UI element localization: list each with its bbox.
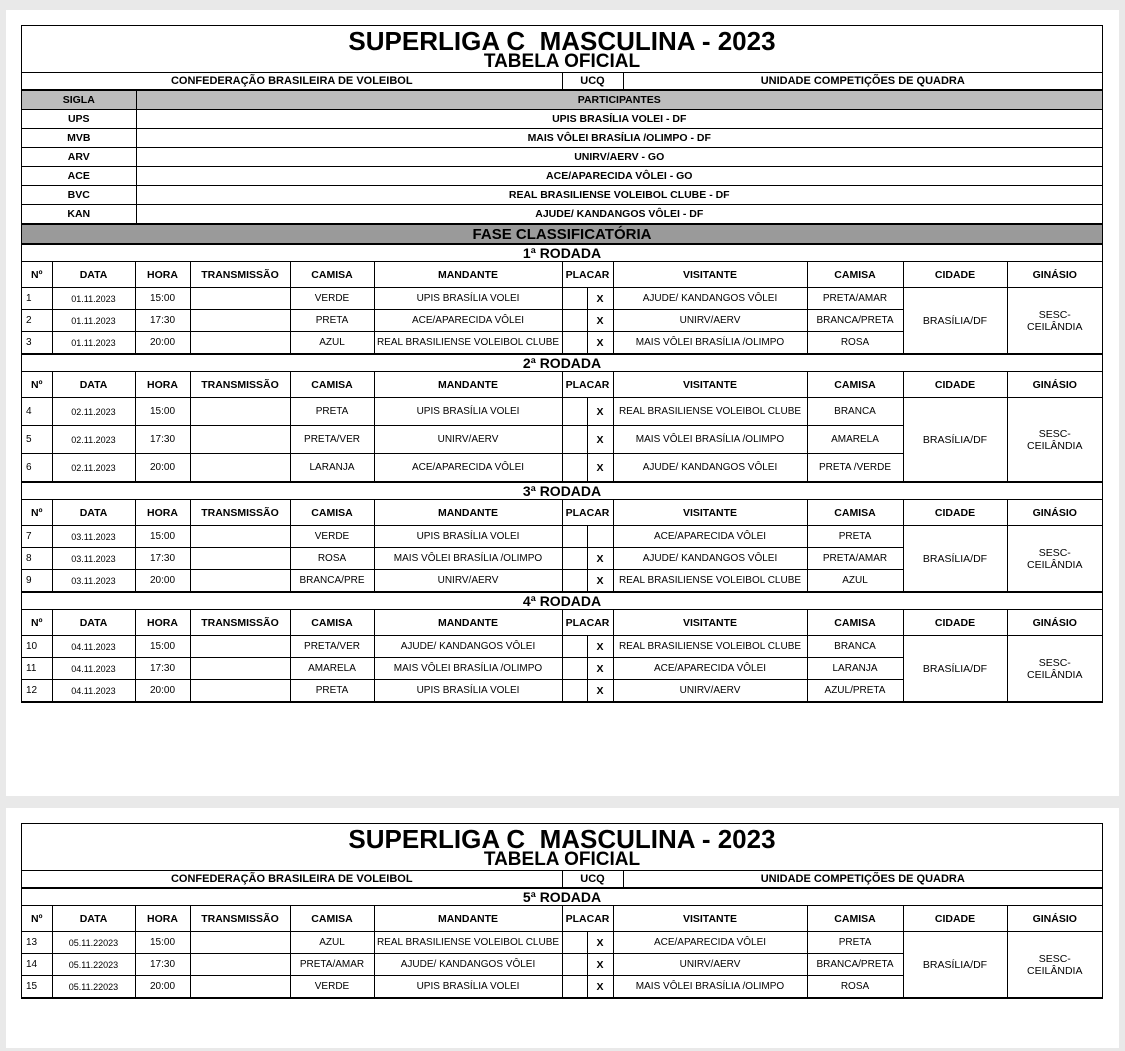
game-home-team: MAIS VÔLEI BRASÍLIA /OLIMPO	[374, 658, 562, 680]
game-away-team: REAL BRASILIENSE VOLEIBOL CLUBE	[613, 398, 807, 426]
game-time: 17:30	[135, 548, 190, 570]
rounds-page-2	[22, 888, 1102, 998]
game-number: 9	[22, 570, 52, 592]
game-score-home	[562, 526, 587, 548]
game-date: 02.11.2023	[52, 398, 135, 426]
game-shirt-home: PRETA	[290, 310, 374, 332]
participant-name: REAL BRASILIENSE VOLEIBOL CLUBE - DF	[136, 186, 1102, 205]
col-shirt-away: CAMISA	[807, 500, 903, 526]
col-time: HORA	[135, 372, 190, 398]
game-shirt-home: PRETA	[290, 398, 374, 426]
game-row	[22, 636, 1102, 658]
col-num: Nº	[22, 372, 52, 398]
title-cell	[22, 26, 1102, 73]
round-block	[22, 354, 1102, 482]
game-shirt-home: BRANCA/PRE	[290, 570, 374, 592]
col-gym: GINÁSIO	[1007, 372, 1102, 398]
game-tv	[190, 526, 290, 548]
game-score-home	[562, 426, 587, 454]
participants-header: PARTICIPANTES	[136, 91, 1102, 110]
game-city: BRASÍLIA/DF	[903, 526, 1007, 592]
game-number: 7	[22, 526, 52, 548]
game-date: 03.11.2023	[52, 526, 135, 548]
col-time: HORA	[135, 262, 190, 288]
game-date: 04.11.2023	[52, 636, 135, 658]
game-score-x: X	[587, 658, 613, 680]
sigla-header: SIGLA	[22, 91, 136, 110]
col-home: MANDANTE	[374, 372, 562, 398]
game-date: 04.11.2023	[52, 680, 135, 702]
game-number: 12	[22, 680, 52, 702]
col-away: VISITANTE	[613, 372, 807, 398]
game-shirt-home: AMARELA	[290, 658, 374, 680]
col-num: Nº	[22, 500, 52, 526]
round-block	[22, 592, 1102, 702]
col-date: DATA	[52, 610, 135, 636]
participant-row	[22, 148, 1102, 167]
game-away-team: UNIRV/AERV	[613, 310, 807, 332]
game-away-team: AJUDE/ KANDANGOS VÔLEI	[613, 288, 807, 310]
game-time: 15:00	[135, 526, 190, 548]
sheet-page-1	[6, 10, 1119, 796]
col-tv: TRANSMISSÃO	[190, 500, 290, 526]
round-table	[22, 244, 1102, 354]
game-row	[22, 398, 1102, 426]
col-shirt: CAMISA	[290, 372, 374, 398]
col-date: DATA	[52, 372, 135, 398]
participant-sigla: BVC	[22, 186, 136, 205]
game-shirt-away: PRETA/AMAR	[807, 288, 903, 310]
game-away-team: REAL BRASILIENSE VOLEIBOL CLUBE	[613, 636, 807, 658]
game-score-x: X	[587, 548, 613, 570]
game-row	[22, 526, 1102, 548]
game-away-team: AJUDE/ KANDANGOS VÔLEI	[613, 454, 807, 482]
col-score: PLACAR	[562, 262, 613, 288]
col-home: MANDANTE	[374, 262, 562, 288]
unit-name: UNIDADE COMPETIÇÕES DE QUADRA	[623, 73, 1102, 90]
col-gym: GINÁSIO	[1007, 500, 1102, 526]
participant-sigla: UPS	[22, 110, 136, 129]
col-num: Nº	[22, 906, 52, 932]
col-home: MANDANTE	[374, 906, 562, 932]
game-score-home	[562, 636, 587, 658]
game-number: 10	[22, 636, 52, 658]
game-time: 17:30	[135, 426, 190, 454]
game-number: 2	[22, 310, 52, 332]
game-time: 20:00	[135, 976, 190, 998]
game-score-x: X	[587, 454, 613, 482]
phase-title: FASE CLASSIFICATÓRIA	[22, 225, 1102, 244]
game-score-home	[562, 954, 587, 976]
game-tv	[190, 954, 290, 976]
round-title: 1ª RODADA	[22, 245, 1102, 262]
col-time: HORA	[135, 906, 190, 932]
game-tv	[190, 570, 290, 592]
participant-row	[22, 167, 1102, 186]
participants-body	[22, 110, 1102, 224]
game-home-team: UPIS BRASÍLIA VOLEI	[374, 526, 562, 548]
game-time: 20:00	[135, 570, 190, 592]
game-tv	[190, 288, 290, 310]
game-time: 17:30	[135, 310, 190, 332]
col-shirt: CAMISA	[290, 500, 374, 526]
game-home-team: UPIS BRASÍLIA VOLEI	[374, 398, 562, 426]
game-shirt-home: VERDE	[290, 526, 374, 548]
document-header-page-2	[22, 824, 1102, 888]
col-shirt-away: CAMISA	[807, 372, 903, 398]
col-tv: TRANSMISSÃO	[190, 610, 290, 636]
participant-name: UNIRV/AERV - GO	[136, 148, 1102, 167]
participant-row	[22, 129, 1102, 148]
game-date: 01.11.2023	[52, 310, 135, 332]
game-time: 20:00	[135, 680, 190, 702]
game-shirt-away: ROSA	[807, 976, 903, 998]
game-shirt-away: PRETA	[807, 526, 903, 548]
round-block	[22, 244, 1102, 354]
game-tv	[190, 454, 290, 482]
col-gym: GINÁSIO	[1007, 610, 1102, 636]
unit-abbr: UCQ	[562, 871, 623, 888]
game-shirt-home: AZUL	[290, 332, 374, 354]
game-score-home	[562, 570, 587, 592]
game-number: 1	[22, 288, 52, 310]
game-date: 05.11.22023	[52, 932, 135, 954]
game-home-team: MAIS VÔLEI BRASÍLIA /OLIMPO	[374, 548, 562, 570]
col-away: VISITANTE	[613, 906, 807, 932]
game-time: 17:30	[135, 954, 190, 976]
game-home-team: UPIS BRASÍLIA VOLEI	[374, 976, 562, 998]
game-city: BRASÍLIA/DF	[903, 398, 1007, 482]
participant-sigla: ARV	[22, 148, 136, 167]
game-tv	[190, 932, 290, 954]
game-away-team: AJUDE/ KANDANGOS VÔLEI	[613, 548, 807, 570]
game-tv	[190, 398, 290, 426]
game-home-team: REAL BRASILIENSE VOLEIBOL CLUBE	[374, 932, 562, 954]
game-score-x: X	[587, 680, 613, 702]
game-city: BRASÍLIA/DF	[903, 288, 1007, 354]
game-time: 15:00	[135, 288, 190, 310]
game-date: 01.11.2023	[52, 288, 135, 310]
game-number: 15	[22, 976, 52, 998]
participant-name: AJUDE/ KANDANGOS VÔLEI - DF	[136, 205, 1102, 224]
game-score-home	[562, 288, 587, 310]
game-tv	[190, 426, 290, 454]
game-shirt-away: ROSA	[807, 332, 903, 354]
game-tv	[190, 680, 290, 702]
col-city: CIDADE	[903, 262, 1007, 288]
game-shirt-home: AZUL	[290, 932, 374, 954]
game-date: 04.11.2023	[52, 658, 135, 680]
game-away-team: ACE/APARECIDA VÔLEI	[613, 658, 807, 680]
game-date: 03.11.2023	[52, 548, 135, 570]
game-row	[22, 932, 1102, 954]
game-score-x: X	[587, 636, 613, 658]
game-home-team: UPIS BRASÍLIA VOLEI	[374, 288, 562, 310]
game-away-team: ACE/APARECIDA VÔLEI	[613, 526, 807, 548]
col-home: MANDANTE	[374, 500, 562, 526]
game-number: 4	[22, 398, 52, 426]
game-number: 8	[22, 548, 52, 570]
participant-row	[22, 205, 1102, 224]
participant-name: ACE/APARECIDA VÔLEI - GO	[136, 167, 1102, 186]
game-score-home	[562, 310, 587, 332]
game-time: 15:00	[135, 932, 190, 954]
game-score-x: X	[587, 976, 613, 998]
phase-banner	[22, 224, 1102, 244]
org-name: CONFEDERAÇÃO BRASILEIRA DE VOLEIBOL	[22, 73, 562, 90]
game-tv	[190, 658, 290, 680]
game-date: 01.11.2023	[52, 332, 135, 354]
participant-row	[22, 186, 1102, 205]
page-subtitle: TABELA OFICIAL	[483, 51, 641, 72]
game-home-team: UPIS BRASÍLIA VOLEI	[374, 680, 562, 702]
game-date: 03.11.2023	[52, 570, 135, 592]
game-shirt-away: AMARELA	[807, 426, 903, 454]
rounds-page-1	[22, 244, 1102, 702]
col-score: PLACAR	[562, 500, 613, 526]
game-home-team: UNIRV/AERV	[374, 426, 562, 454]
round-block	[22, 888, 1102, 998]
col-num: Nº	[22, 610, 52, 636]
game-shirt-away: PRETA/AMAR	[807, 548, 903, 570]
page-title: SUPERLIGA C MASCULINA - 2023	[348, 824, 776, 854]
game-shirt-home: PRETA/AMAR	[290, 954, 374, 976]
game-score-x	[587, 526, 613, 548]
game-home-team: AJUDE/ KANDANGOS VÔLEI	[374, 954, 562, 976]
game-score-x: X	[587, 288, 613, 310]
col-away: VISITANTE	[613, 500, 807, 526]
game-score-home	[562, 454, 587, 482]
game-home-team: REAL BRASILIENSE VOLEIBOL CLUBE	[374, 332, 562, 354]
participant-name: UPIS BRASÍLIA VOLEI - DF	[136, 110, 1102, 129]
title-cell-page-2	[22, 824, 1102, 871]
round-table	[22, 482, 1102, 592]
col-city: CIDADE	[903, 610, 1007, 636]
participant-sigla: ACE	[22, 167, 136, 186]
game-away-team: UNIRV/AERV	[613, 954, 807, 976]
col-num: Nº	[22, 262, 52, 288]
round-block	[22, 482, 1102, 592]
game-score-x: X	[587, 426, 613, 454]
game-date: 05.11.22023	[52, 954, 135, 976]
round-title: 3ª RODADA	[22, 483, 1102, 500]
round-title: 2ª RODADA	[22, 355, 1102, 372]
col-tv: TRANSMISSÃO	[190, 262, 290, 288]
participant-sigla: MVB	[22, 129, 136, 148]
game-shirt-away: PRETA /VERDE	[807, 454, 903, 482]
game-score-x: X	[587, 570, 613, 592]
game-time: 20:00	[135, 454, 190, 482]
col-shirt: CAMISA	[290, 906, 374, 932]
game-shirt-home: PRETA/VER	[290, 426, 374, 454]
game-number: 6	[22, 454, 52, 482]
sheet-page-2	[6, 808, 1119, 1048]
game-home-team: UNIRV/AERV	[374, 570, 562, 592]
game-home-team: AJUDE/ KANDANGOS VÔLEI	[374, 636, 562, 658]
game-shirt-away: BRANCA/PRETA	[807, 954, 903, 976]
game-home-team: ACE/APARECIDA VÔLEI	[374, 310, 562, 332]
game-shirt-home: VERDE	[290, 288, 374, 310]
game-tv	[190, 548, 290, 570]
table-frame-page-2	[21, 823, 1103, 999]
game-away-team: MAIS VÔLEI BRASÍLIA /OLIMPO	[613, 426, 807, 454]
game-score-home	[562, 680, 587, 702]
game-tv	[190, 310, 290, 332]
col-home: MANDANTE	[374, 610, 562, 636]
game-away-team: UNIRV/AERV	[613, 680, 807, 702]
game-time: 17:30	[135, 658, 190, 680]
col-score: PLACAR	[562, 372, 613, 398]
game-shirt-home: LARANJA	[290, 454, 374, 482]
col-score: PLACAR	[562, 610, 613, 636]
col-date: DATA	[52, 906, 135, 932]
game-city: BRASÍLIA/DF	[903, 932, 1007, 998]
page-title: SUPERLIGA C MASCULINA - 2023	[348, 26, 776, 56]
game-shirt-away: AZUL	[807, 570, 903, 592]
col-city: CIDADE	[903, 372, 1007, 398]
col-tv: TRANSMISSÃO	[190, 372, 290, 398]
round-title: 4ª RODADA	[22, 593, 1102, 610]
game-score-home	[562, 658, 587, 680]
game-score-x: X	[587, 310, 613, 332]
game-shirt-away: PRETA	[807, 932, 903, 954]
col-time: HORA	[135, 610, 190, 636]
game-shirt-away: BRANCA/PRETA	[807, 310, 903, 332]
game-tv	[190, 636, 290, 658]
game-score-home	[562, 548, 587, 570]
participants-table	[22, 90, 1102, 224]
game-city: BRASÍLIA/DF	[903, 636, 1007, 702]
game-date: 05.11.22023	[52, 976, 135, 998]
game-time: 15:00	[135, 636, 190, 658]
game-away-team: REAL BRASILIENSE VOLEIBOL CLUBE	[613, 570, 807, 592]
col-score: PLACAR	[562, 906, 613, 932]
col-time: HORA	[135, 500, 190, 526]
game-number: 3	[22, 332, 52, 354]
game-time: 20:00	[135, 332, 190, 354]
round-table	[22, 354, 1102, 482]
game-tv	[190, 332, 290, 354]
game-gym: SESC- CEILÂNDIA	[1007, 398, 1102, 482]
game-number: 14	[22, 954, 52, 976]
game-score-home	[562, 332, 587, 354]
col-away: VISITANTE	[613, 610, 807, 636]
game-score-x: X	[587, 954, 613, 976]
game-score-x: X	[587, 332, 613, 354]
game-gym: SESC- CEILÂNDIA	[1007, 288, 1102, 354]
col-shirt: CAMISA	[290, 262, 374, 288]
game-date: 02.11.2023	[52, 454, 135, 482]
game-shirt-away: AZUL/PRETA	[807, 680, 903, 702]
col-shirt-away: CAMISA	[807, 906, 903, 932]
game-score-home	[562, 976, 587, 998]
game-shirt-home: ROSA	[290, 548, 374, 570]
game-tv	[190, 976, 290, 998]
org-name: CONFEDERAÇÃO BRASILEIRA DE VOLEIBOL	[22, 871, 562, 888]
game-shirt-home: VERDE	[290, 976, 374, 998]
col-date: DATA	[52, 500, 135, 526]
unit-abbr: UCQ	[562, 73, 623, 90]
col-tv: TRANSMISSÃO	[190, 906, 290, 932]
game-score-home	[562, 398, 587, 426]
unit-name: UNIDADE COMPETIÇÕES DE QUADRA	[623, 871, 1102, 888]
game-score-x: X	[587, 932, 613, 954]
game-number: 5	[22, 426, 52, 454]
game-shirt-away: LARANJA	[807, 658, 903, 680]
col-gym: GINÁSIO	[1007, 262, 1102, 288]
game-score-x: X	[587, 398, 613, 426]
game-number: 13	[22, 932, 52, 954]
col-gym: GINÁSIO	[1007, 906, 1102, 932]
participant-sigla: KAN	[22, 205, 136, 224]
round-title: 5ª RODADA	[22, 889, 1102, 906]
table-frame-page-1	[21, 25, 1103, 703]
game-shirt-away: BRANCA	[807, 398, 903, 426]
document-header	[22, 26, 1102, 90]
round-table	[22, 592, 1102, 702]
game-home-team: ACE/APARECIDA VÔLEI	[374, 454, 562, 482]
round-table	[22, 888, 1102, 998]
game-row	[22, 288, 1102, 310]
game-shirt-away: BRANCA	[807, 636, 903, 658]
game-shirt-home: PRETA	[290, 680, 374, 702]
game-number: 11	[22, 658, 52, 680]
participant-name: MAIS VÔLEI BRASÍLIA /OLIMPO - DF	[136, 129, 1102, 148]
col-shirt: CAMISA	[290, 610, 374, 636]
game-gym: SESC- CEILÂNDIA	[1007, 932, 1102, 998]
participant-row	[22, 110, 1102, 129]
col-date: DATA	[52, 262, 135, 288]
game-gym: SESC- CEILÂNDIA	[1007, 526, 1102, 592]
col-shirt-away: CAMISA	[807, 610, 903, 636]
game-gym: SESC- CEILÂNDIA	[1007, 636, 1102, 702]
game-date: 02.11.2023	[52, 426, 135, 454]
page-subtitle: TABELA OFICIAL	[483, 849, 641, 870]
game-away-team: MAIS VÔLEI BRASÍLIA /OLIMPO	[613, 976, 807, 998]
game-shirt-home: PRETA/VER	[290, 636, 374, 658]
col-city: CIDADE	[903, 906, 1007, 932]
game-time: 15:00	[135, 398, 190, 426]
col-shirt-away: CAMISA	[807, 262, 903, 288]
game-score-home	[562, 932, 587, 954]
col-away: VISITANTE	[613, 262, 807, 288]
game-away-team: ACE/APARECIDA VÔLEI	[613, 932, 807, 954]
col-city: CIDADE	[903, 500, 1007, 526]
game-away-team: MAIS VÔLEI BRASÍLIA /OLIMPO	[613, 332, 807, 354]
